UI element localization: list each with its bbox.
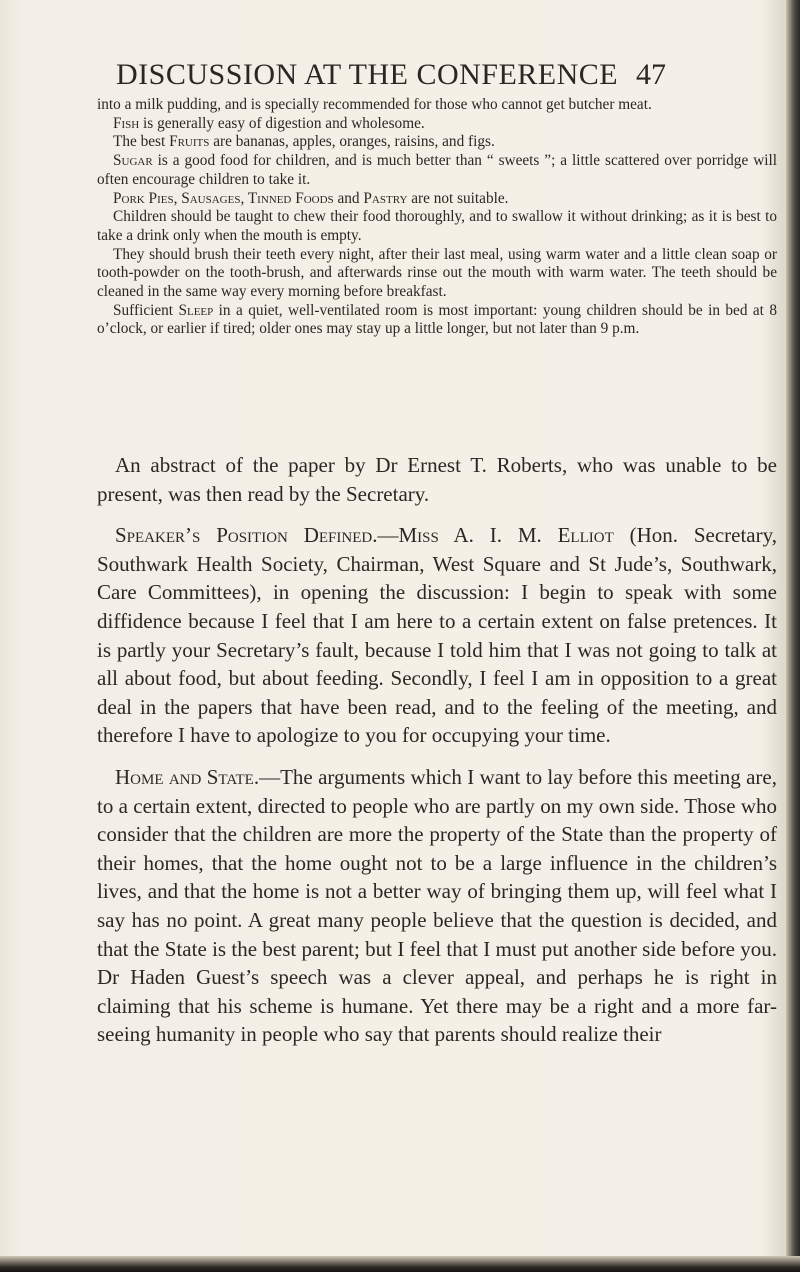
fruits-text: are bananas, apples, oranges, raisins, and figs. (209, 133, 495, 151)
home-state-text: The arguments which I want to lay before this meeting are, to a certain extent, directed to people who are partly on my own side. Those who consider that the children are more the property of the State than the property of their homes, that the home ought not to be a large influence in the children’s lives, and that the home is not a better way of bringing them up, will feel what I say has no point. A great many people believe that the question is decided, and that the State is the best parent; but I feel that I must put another side before you. Dr Haden Guest’s speech was a clever appeal, and perhaps he is right in claiming that his scheme is humane. Yet there may be a right and a more far-seeing humanity in people who say that parents should realize their (97, 764, 777, 1047)
term-sugar: Sugar (113, 152, 153, 170)
advice-section (97, 96, 777, 339)
paragraph-abstract: An abstract of the paper by Dr Ernest T. Roberts, who was unable to be present, was then read by the Secretary. (97, 453, 777, 506)
paragraph-fish (97, 115, 777, 134)
page-binding-edge (786, 0, 800, 1272)
fish-text: is generally easy of digestion and wholesome. (139, 114, 425, 132)
and-text: and (333, 189, 364, 207)
running-head: DISCUSSION AT THE CONFERENCE (116, 58, 619, 91)
term-pork-pies: Pork Pies, Sausages, Tinned Foods (113, 189, 334, 207)
heading-home-and-state: Home and State. (115, 764, 260, 789)
term-pastry: Pastry (363, 189, 408, 207)
term-fruits: Fruits (169, 133, 210, 151)
speaker-name: Miss A. I. M. Elliot (398, 523, 614, 548)
discussion-section (97, 451, 777, 1049)
speaker-text: (Hon. Secretary, Southwark Health Society, Chairman, West Square and St Jude’s, Southwark, Care Committees), in opening the discussion: I begin to speak with some diffidence because I feel that I am here to a certain extent on false pretences. It is partly your Secretary’s fault, because I told him that I was not going to talk at all about food, but about feeding. Secondly, I feel I am in opposition to a great deal in the papers that have been read, and to the feeling of the meeting, and therefore I have to apologize to you for occupying your time. (97, 523, 777, 748)
paragraph-unsuitable-foods (97, 190, 777, 209)
sleep-lead: Sufficient (113, 301, 179, 319)
paragraph-teeth: They should brush their teeth every night, after their last meal, using warm water and a little clean soap or tooth-powder on the tooth-brush, and afterwards rinse out the mouth with warm water. The teeth should be cleaned in the same way every morning before breakfast. (97, 245, 777, 301)
dash: — (377, 523, 399, 548)
paragraph-milk-pudding: into a milk pudding, and is specially recommended for those who cannot get butcher meat. (97, 96, 652, 113)
term-sleep: Sleep (178, 301, 214, 319)
paragraph-sleep (97, 302, 777, 339)
paragraph-speakers-position (97, 521, 777, 750)
unsuitable-text: are not suitable. (407, 189, 509, 207)
paragraph-fruits (97, 133, 777, 152)
sleep-text: in a quiet, well-ventilated room is most important: young children should be in bed at 8 o’clock, or earlier if tired; older ones may stay up a little longer, but not later than 9 p.m. (97, 301, 777, 338)
term-fish: Fish (113, 114, 140, 132)
paragraph-chewing: Children should be taught to chew their food thoroughly, and to swallow it without drinking; as it is best to take a drink only when the mouth is empty. (97, 208, 777, 244)
dash: — (259, 764, 281, 789)
page-number: 47 (636, 58, 666, 91)
paragraph-sugar (97, 152, 777, 189)
page-bottom-edge (0, 1256, 800, 1272)
fruits-lead: The best (113, 133, 170, 151)
paragraph-home-and-state (97, 763, 777, 1049)
sugar-text: is a good food for children, and is much better than “ sweets ”; a little scattered over porridge will often encourage children to take it. (97, 152, 777, 188)
heading-speakers-position: Speaker’s Position Defined. (115, 523, 378, 548)
page-header (0, 58, 800, 98)
